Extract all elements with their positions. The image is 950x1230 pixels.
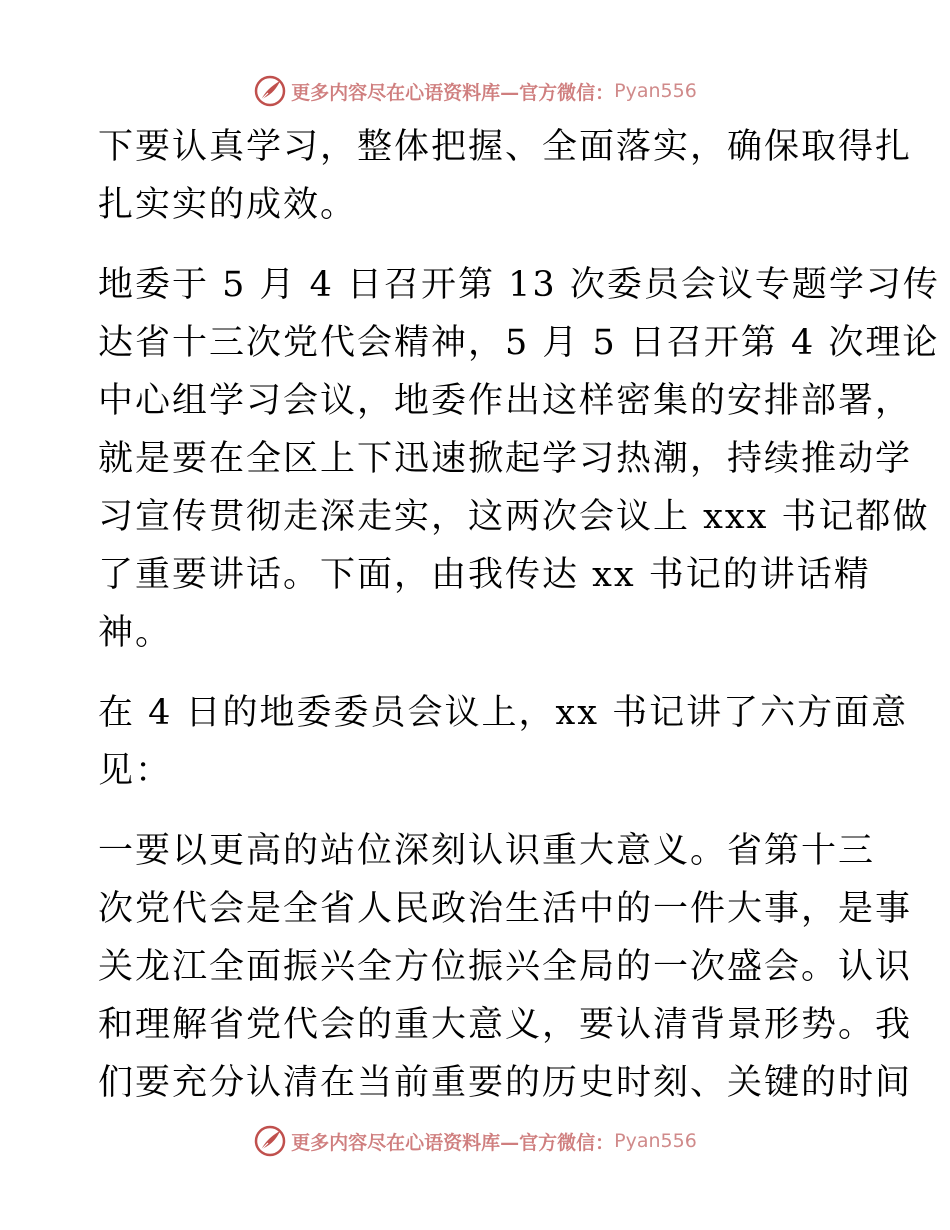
body-line: 达省十三次党代会精神，5 月 5 日召开第 4 次理论: [98, 323, 940, 363]
body-line: 中心组学习会议，地委作出这样密集的安排部署，: [98, 381, 913, 421]
footer-banner-wechat-id: Pyan556: [614, 1130, 697, 1152]
body-line: 和理解省党代会的重大意义，要认清背景形势。我: [98, 1005, 913, 1045]
header-watermark-banner: [0, 74, 950, 108]
body-line: 习宣传贯彻走深走实，这两次会议上 xxx 书记都做: [98, 497, 930, 537]
header-banner-text: 更多内容尽在心语资料库—官方微信：: [291, 81, 615, 104]
body-line: 扎实实的成效。: [98, 185, 358, 225]
header-banner-wechat-id: Pyan556: [614, 80, 697, 102]
body-line: 了重要讲话。下面，由我传达 xx 书记的讲话精: [98, 555, 871, 595]
body-line: 在 4 日的地委委员会议上，xx 书记讲了六方面意: [98, 693, 909, 733]
body-line: 就是要在全区上下迅速掀起学习热潮，持续推动学: [98, 439, 913, 479]
body-line: 一要以更高的站位深刻认识重大意义。省第十三: [98, 831, 876, 871]
body-line: 下要认真学习，整体把握、全面落实，确保取得扎: [98, 127, 913, 167]
body-line: 次党代会是全省人民政治生活中的一件大事，是事: [98, 889, 913, 929]
body-line: 地委于 5 月 4 日召开第 13 次委员会议专题学习传: [98, 265, 940, 305]
body-line: 见：: [98, 751, 173, 791]
footer-watermark-banner: [0, 1124, 950, 1158]
body-line: 们要充分认清在当前重要的历史时刻、关键的时间: [98, 1063, 913, 1103]
body-line: 关龙江全面振兴全方位振兴全局的一次盛会。认识: [98, 947, 913, 987]
footer-banner-text: 更多内容尽在心语资料库—官方微信：: [291, 1131, 615, 1154]
body-line: 神。: [98, 613, 173, 653]
feather-pen-logo-icon: [253, 74, 287, 108]
document-body: [98, 118, 940, 1112]
feather-pen-logo-icon: [253, 1124, 287, 1158]
